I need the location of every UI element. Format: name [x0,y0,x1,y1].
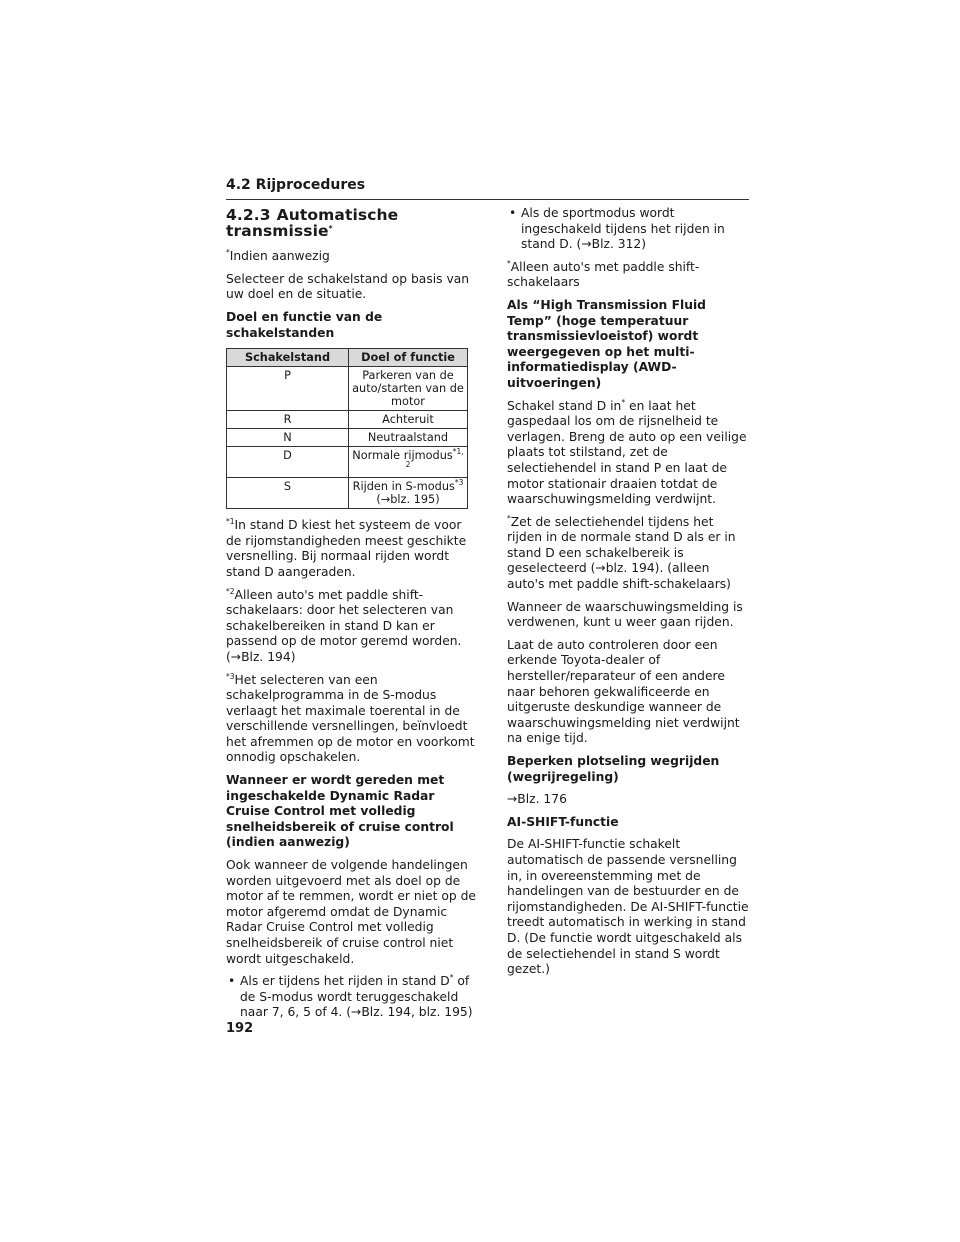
cruise-heading: Wanneer er wordt gereden met ingeschakelde Dynamic Radar Cruise Control met volledig snelheidsbereik of cruise control (indien aanwezig) [226,773,454,850]
table-cell: Achteruit [349,411,468,429]
table-cell: D [227,447,349,478]
ai-shift-paragraph: De AI-SHIFT-functie schakelt automatisch de passende versnelling in, in overeenstemming met de handelingen van de bestuurder en de rijomstandigheden. De AI-SHIFT-functie treedt automatisch in werking in stand D. (De functie wordt uitgeschakeld als de selectiehendel in stand S wordt gezet.) [507,837,749,977]
table-cell: R [227,411,349,429]
availability-note: *Indien aanwezig [226,248,330,264]
cruise-paragraph: Ook wanneer de volgende handelingen worden uitgevoerd met als doel op de motor af te remmen, wordt er niet op de motor afgeremd omdat de Dynamic Radar Cruise Control met volledig snelheidsbereik of cruise control niet wordt uitgeschakeld. [226,858,476,966]
table-header-cell: Schakelstand [227,349,349,367]
shift-position-table [226,348,468,509]
table-heading: Doel en functie van de schakelstanden [226,309,383,340]
footnote-2: $^{*2}$Alleen auto's met paddle shift-schakelaars: door het selecteren van schakelbereiken in stand D kan er passend op de motor geremd worden. (→Blz. 194) [226,586,462,664]
table-cell: N [227,429,349,447]
paddle-note: *Alleen auto's met paddle shift-schakelaars [507,258,700,290]
footnote-1: $^{*1}$In stand D kiest het systeem de voor de rijomstandigheden meest geschikte versnelling. Bij normaal rijden wordt stand D aangeraden. [226,517,467,579]
htf-paragraph: Schakel stand D in* en laat het gaspedaal los om de rijsnelheid te verlagen. Breng de auto op een veilige plaats tot stilstand, zet de selectiehendel in stand P en laat de motor stationair draaien totdat de waarschuwingsmelding verdwijnt. [507,397,747,507]
table-cell: Neutraalstand [349,429,468,447]
left-column [226,206,476,1028]
header-divider [226,199,749,200]
table-cell: Parkeren van de auto/starten van de motor [349,367,468,411]
table-header-cell: Doel of functie [349,349,468,367]
bullet-icon: • [509,206,517,220]
footnote-3: $^{*3}$Het selecteren van een schakelprogramma in de S-modus verlaagt het maximale toerental in de verschillende versnellingen, beïnvloedt het afremmen op de motor en voorkomt onnodig opschakelen. [226,671,475,765]
table-row [227,429,468,447]
list-item: • Als de sportmodus wordt ingeschakeld tijdens het rijden in stand D. (→Blz. 312) [509,206,725,252]
table-cell: Rijden in S-modus$^{*3}$ (→blz. 195) [349,478,468,509]
chapter-header: 4.2 Rijprocedures [226,177,366,193]
table-row [227,447,468,478]
launch-heading: Beperken plotseling wegrijden (wegrijregeling) [507,754,720,784]
table-cell: P [227,367,349,411]
table-row [227,411,468,429]
htf-footnote: *Zet de selectiehendel tijdens het rijden in de normale stand D als er in stand D een schakelbereik is geselecteerd (→blz. 194). (alleen auto's met paddle shift-schakelaars) [507,513,736,592]
htf-paragraph-3: Laat de auto controleren door een erkende Toyota-dealer of hersteller/reparateur of een andere naar behoren gekwalificeerde en uitgeruste deskundige wanneer de waarschuwingsmelding niet verdwijnt na enige tijd. [507,637,740,746]
table-cell: S [227,478,349,509]
htf-paragraph-2: Wanneer de waarschuwingsmelding is verdwenen, kunt u weer gaan rijden. [507,599,743,630]
table-row [227,367,468,411]
bullet-icon: • [228,974,236,989]
section-title-text: Automatische transmissie [226,206,399,240]
intro-paragraph: Selecteer de schakelstand op basis van uw doel en de situatie. [226,271,470,302]
page-number: 192 [226,1021,254,1036]
section-number: 4.2.3 [226,206,271,224]
table-header-row [227,349,468,367]
ai-shift-heading: AI-SHIFT-functie [507,814,619,829]
table-cell: Normale rijmodus$^{*1, 2}$ [349,447,468,478]
list-item: • Als er tijdens het rijden in stand D* of de S-modus wordt teruggeschakeld naar 7, 6, 5 of 4. (→Blz. 194, blz. 195) [228,973,473,1020]
htf-heading: Als “High Transmission Fluid Temp” (hoge temperatuur transmissievloeistof) wordt weergegeven op het multi-informatiedisplay (AWD-uitvoeringen) [507,297,706,390]
right-column [507,206,749,985]
table-row [227,478,468,509]
launch-reference-link[interactable]: →Blz. 176 [507,792,567,807]
section-title-sup: * [328,223,333,233]
section-title [226,208,476,239]
